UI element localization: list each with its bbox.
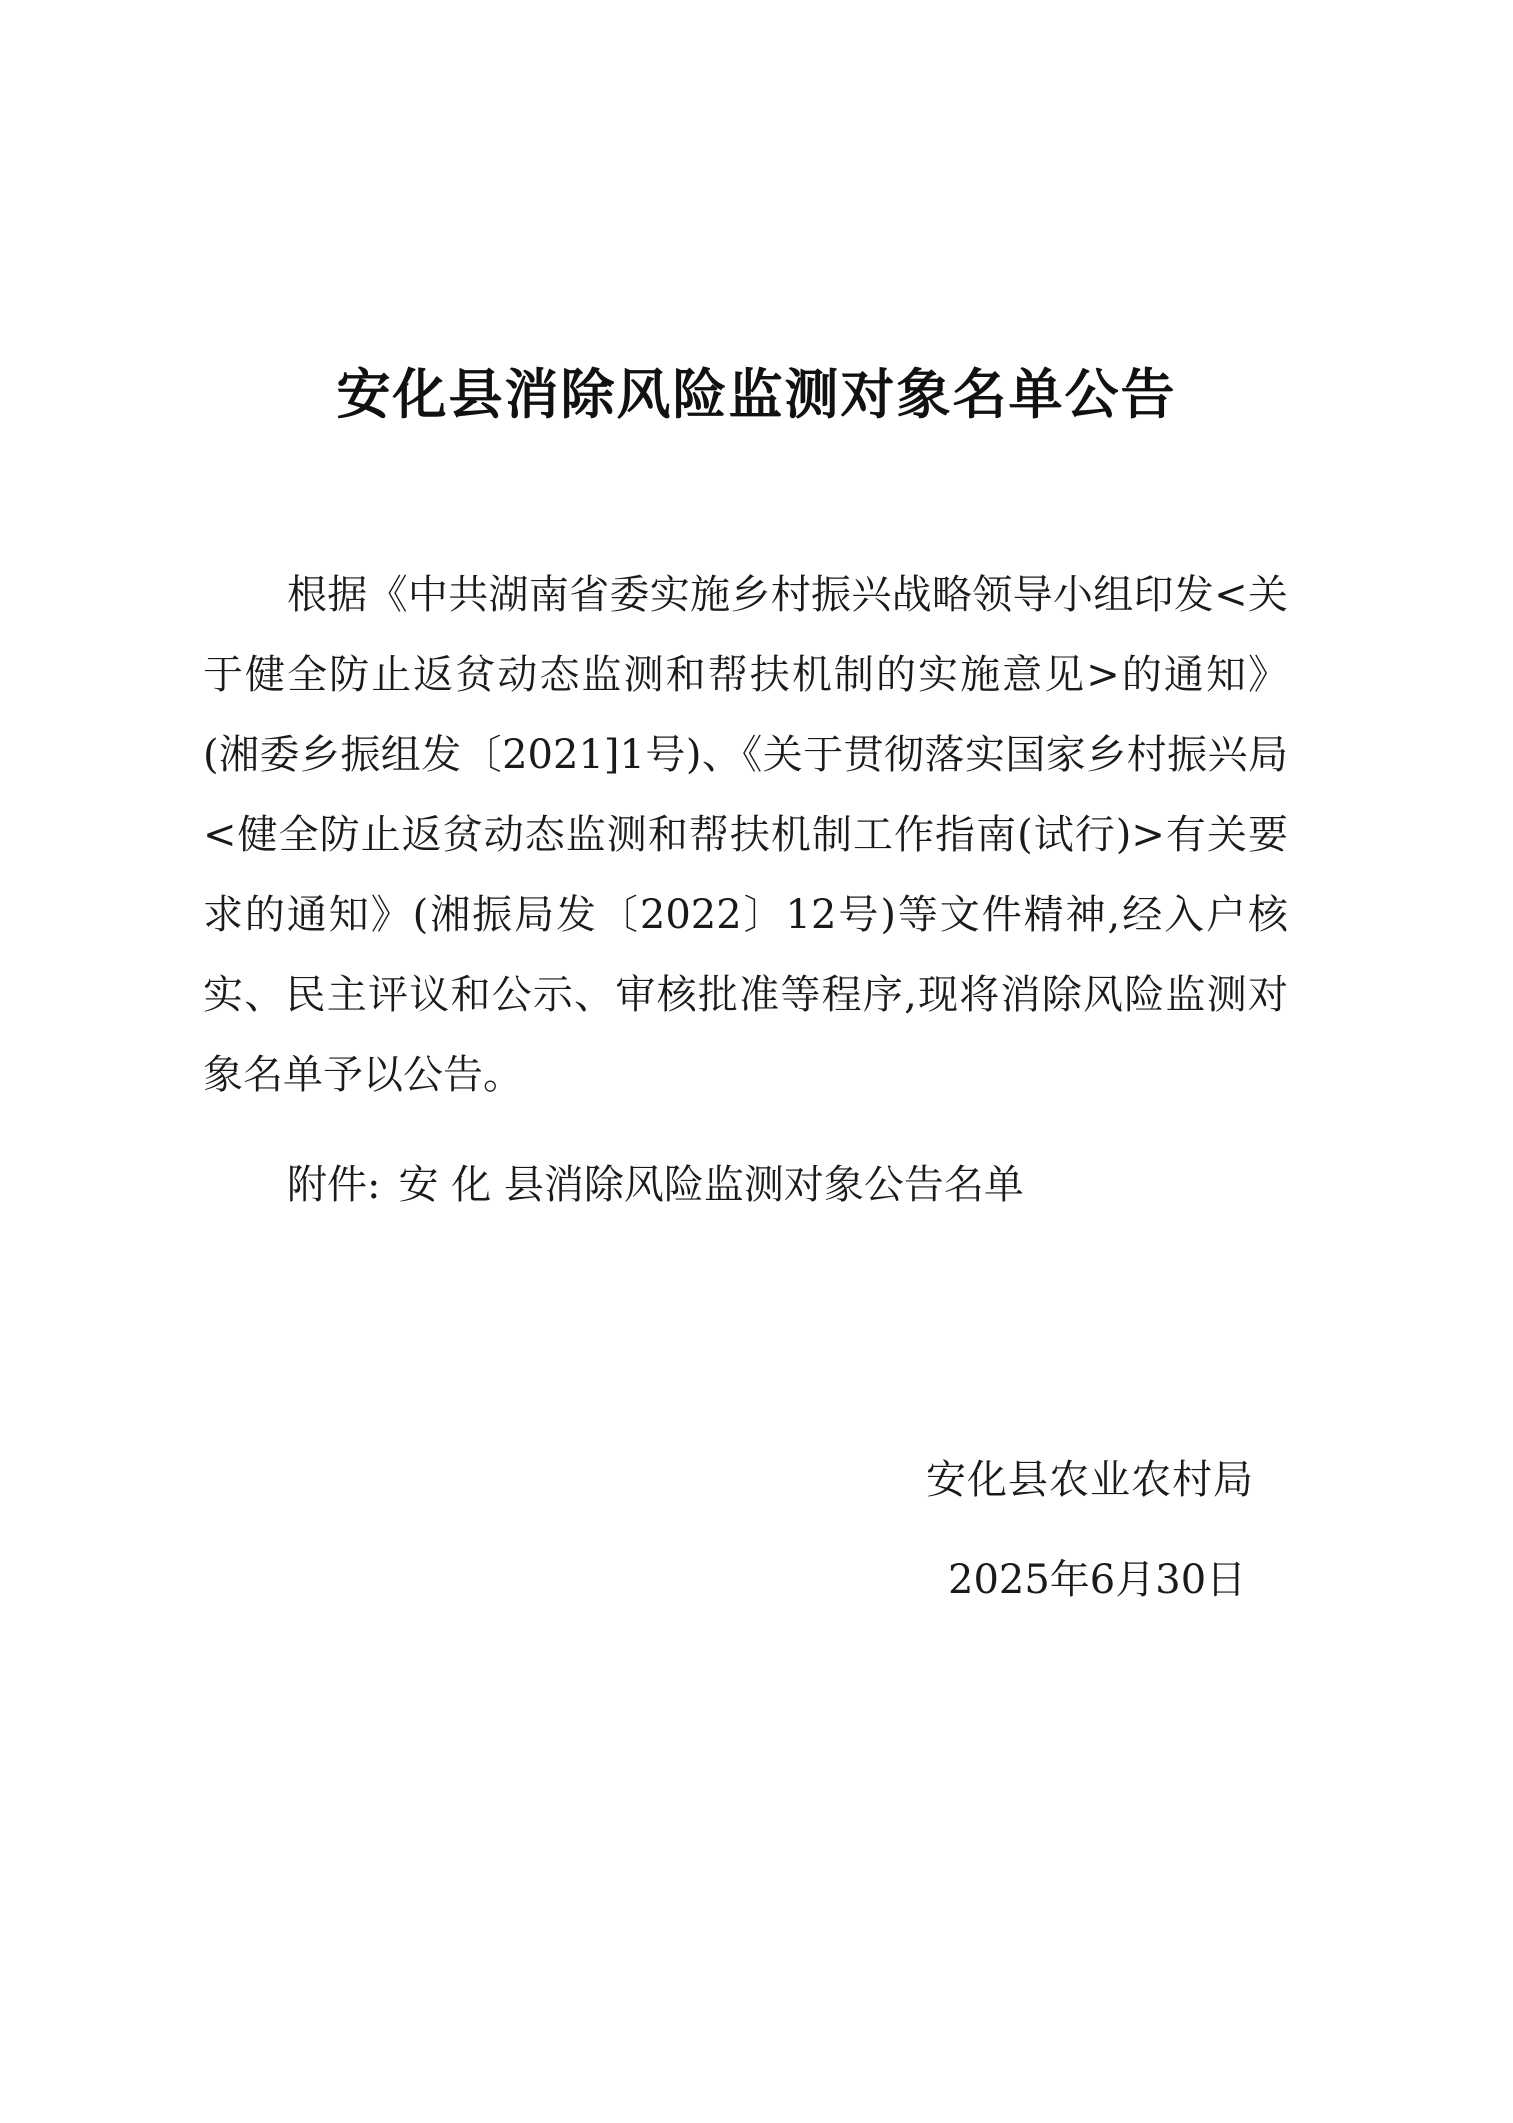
attachment-name: 安 化 县消除风险监测对象公告名单 — [398, 1162, 1024, 1208]
attachment-line — [287, 1150, 1287, 1220]
document-title: 安化县消除风险监测对象名单公告 — [336, 363, 1177, 426]
attachment-label: 附件: — [287, 1162, 381, 1208]
issuer-signature: 安化县农业农村局 — [926, 1457, 1254, 1503]
document-body-paragraph: 根据《中共湖南省委实施乡村振兴战略领导小组印发<关于健全防止返贫动态监测和帮扶机制的实施意见>的通知》(湘委乡振组发〔2021]1号)、《关于贯彻落实国家乡村振兴局<健全防止返贫动态监测和帮扶机制工作指南(试行)>有关要求的通知》(湘振局发〔2022〕12号)等文件精神,经入户核实、民主评议和公示、审核批准等程序,现将消除风险监测对象名单予以公告。 — [203, 572, 1288, 1098]
issue-date: 2025年6月30日 — [948, 1557, 1247, 1603]
